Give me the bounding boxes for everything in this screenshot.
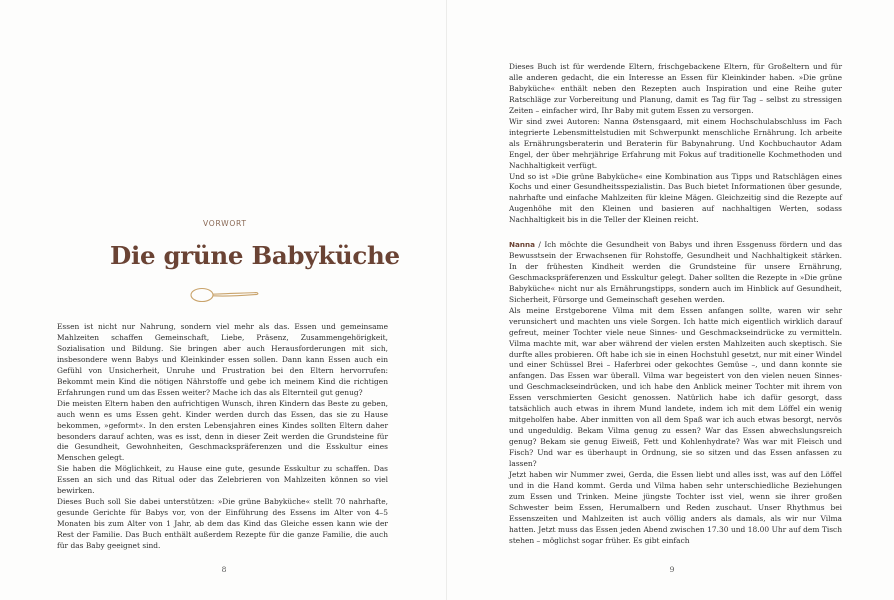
spoon-icon — [188, 283, 260, 307]
author-lead: Nanna — [509, 240, 535, 249]
right-intro-text — [509, 62, 842, 226]
paragraph-text: / Ich möchte die Gesundheit von Babys und ihren Essgenuss fördern und das Bewusstsein der Erwachsenen für Rohstoffe, Gesundheit und Nachhaltigkeit stärken. In der frühesten Kindheit werden die Grundsteine für unsere Ernährung, Geschmackspräferenzen und Esskultur gelegt. Daher sollten die Rezepte in »Die grüne Babyküche« nicht nur als Ernährungstipps, sondern auch im Hinblick auf Gesundheit, Sicherheit, Fürsorge und Gemeinschaft gesehen werden. — [509, 240, 842, 304]
paragraph: Wir sind zwei Autoren: Nanna Østensgaard, mit einem Hochschulabschluss im Fach integrierte Lebensmittelstudien mit Schwerpunkt menschliche Ernährung. Ich arbeite als Ernährungsberaterin und Beraterin für Babynahrung. Und Kochbuchautor Adam Engel, der über mehrjährige Erfahrung mit Fokus auf traditionelle Kochmethoden und Nachhaltigkeit verfügt. — [509, 116, 842, 170]
left-body-text — [57, 322, 388, 552]
paragraph: Und so ist »Die grüne Babyküche« eine Kombination aus Tipps und Ratschlägen eines Kochs und einer Gesundheitsspezialistin. Das Buch bietet Informationen über gesunde, nahrhafte und einfache Mahlzeiten für kleine Mägen. Gleichzeitig sind die Rezepte auf Augenhöhe mit den Kleinen und basieren auf nachhaltigen Werten, sodass Nachhaltigkeit bis in die Teller der Kleinen reicht. — [509, 171, 842, 225]
right-page — [447, 0, 894, 600]
section-kicker: VORWORT — [203, 219, 247, 228]
page-number: 9 — [669, 565, 675, 574]
paragraph: Als meine Erstgeborene Vilma mit dem Essen anfangen sollte, waren wir sehr verunsichert und machten uns viele Sorgen. Ich hatte mich eigentlich wirklich darauf gefreut, meiner Tochter viele neue Sinnes- und Geschmackseindrücke zu vermitteln. Vilma machte mit, war aber während der vielen ersten Mahlzeiten auch skeptisch. Sie durfte alles probieren. Oft habe ich sie in einen Hochstuhl gesetzt, nur mit einer Windel und einer Schüssel Brei – Haferbrei oder gekochtes Gemüse –, und dann konnte sie anfangen. Das Essen war überall. Vilma war begeistert von den vielen neuen Sinnes- und Geschmackseindrücken, und ich habe den Anblick meiner Tochter mit ihrem von Essen verschmierten Gesicht genossen. Natürlich habe ich dafür gesorgt, dass tatsächlich auch etwas in ihrem Mund landete, indem ich mit dem Löffel ein wenig mitgeholfen habe. Aber inmitten von all dem Spaß war ich auch etwas besorgt, nervös und ungeduldig. Bekam Vilma genug zu essen? War das Essen abwechslungsreich genug? Bekam sie genug Eiweiß, Fett und Kohlenhydrate? Was war mit Fleisch und Fisch? Und war es überhaupt in Ordnung, sie so sitzen und das Essen anfassen zu lassen? — [509, 305, 842, 469]
paragraph: Die meisten Eltern haben den aufrichtigen Wunsch, ihren Kindern das Beste zu geben, auch wenn es ums Essen geht. Kinder werden durch das Essen, das sie zu Hause bekommen, »geformt«. In den ersten Lebensjahren eines Kindes sollten Eltern daher besonders darauf achten, was es isst, denn in dieser Zeit werden die Grundsteine für die Gesundheit, Gewohnheiten, Geschmackspräferenzen und die Esskultur eines Menschen gelegt. — [57, 398, 388, 463]
paragraph: Dieses Buch ist für werdende Eltern, frischgebackene Eltern, für Großeltern und für alle anderen gedacht, die ein Interesse an Essen für Kleinkinder haben. »Die grüne Babyküche« enthält neben den Rezepten auch Inspiration und eine Reihe guter Ratschläge zur Vorbereitung und Planung, damit es Tag für Tag – selbst zu stressigen Zeiten – einfacher wird, Ihr Baby mit gutem Essen zu versorgen. — [509, 62, 842, 115]
left-page — [0, 0, 446, 600]
page-title: Die grüne Babyküche — [110, 241, 400, 270]
paragraph: Dieses Buch soll Sie dabei unterstützen: »Die grüne Babyküche« stellt 70 nahrhafte, gesunde Gerichte für Babys vor, von der Einführung des Essens im Alter von 4–5 Monaten bis zum Alter von 1 Jahr, ab dem das Kind das Gleiche essen kann wie der Rest der Familie. Das Buch enthält außerdem Rezepte für die ganze Familie, die auch für das Baby geeignet sind. — [57, 497, 388, 551]
page-number: 8 — [221, 565, 227, 574]
paragraph: Sie haben die Möglichkeit, zu Hause eine gute, gesunde Esskultur zu schaffen. Das Essen an sich und das Ritual oder das Zelebrieren von Mahlzeiten können so viel bewirken. — [57, 464, 388, 496]
paragraph: Jetzt haben wir Nummer zwei, Gerda, die Essen liebt und alles isst, was auf den Löffel und in die Hand kommt. Gerda und Vilma haben sehr unterschiedliche Beziehungen zum Essen und Trinken. Meine jüngste Tochter isst viel, wenn sie ihrer großen Schwester beim Essen, Herumalbern und Reden zuschaut. Unser Rhythmus bei Essenszeiten und Mahlzeiten ist auch völlig anders als damals, als wir nur Vilma hatten. Jetzt muss das Essen jeden Abend zwischen 17.30 und 18.00 Uhr auf dem Tisch stehen – möglichst sogar früher. Es gibt einfach — [509, 470, 842, 545]
right-nanna-text — [509, 240, 842, 547]
paragraph — [509, 240, 842, 306]
paragraph: Essen ist nicht nur Nahrung, sondern viel mehr als das. Essen und gemeinsame Mahlzeiten schaffen Gemeinschaft, Liebe, Präsenz, Zusammengehörigkeit, Sozialisation und Bildung. Sie bringen aber auch Herausforderungen mit sich, insbesondere wenn Babys und Kleinkinder essen sollen. Dann kann Essen auch ein Gefühl von Unsicherheit, Unruhe und Frustration bei den Eltern hervorrufen: Bekommt mein Kind die nötigen Nährstoffe und gebe ich meinem Kind die richtigen Erfahrungen rund um das Essen weiter? Mache ich das als Elternteil gut genug? — [57, 322, 388, 397]
